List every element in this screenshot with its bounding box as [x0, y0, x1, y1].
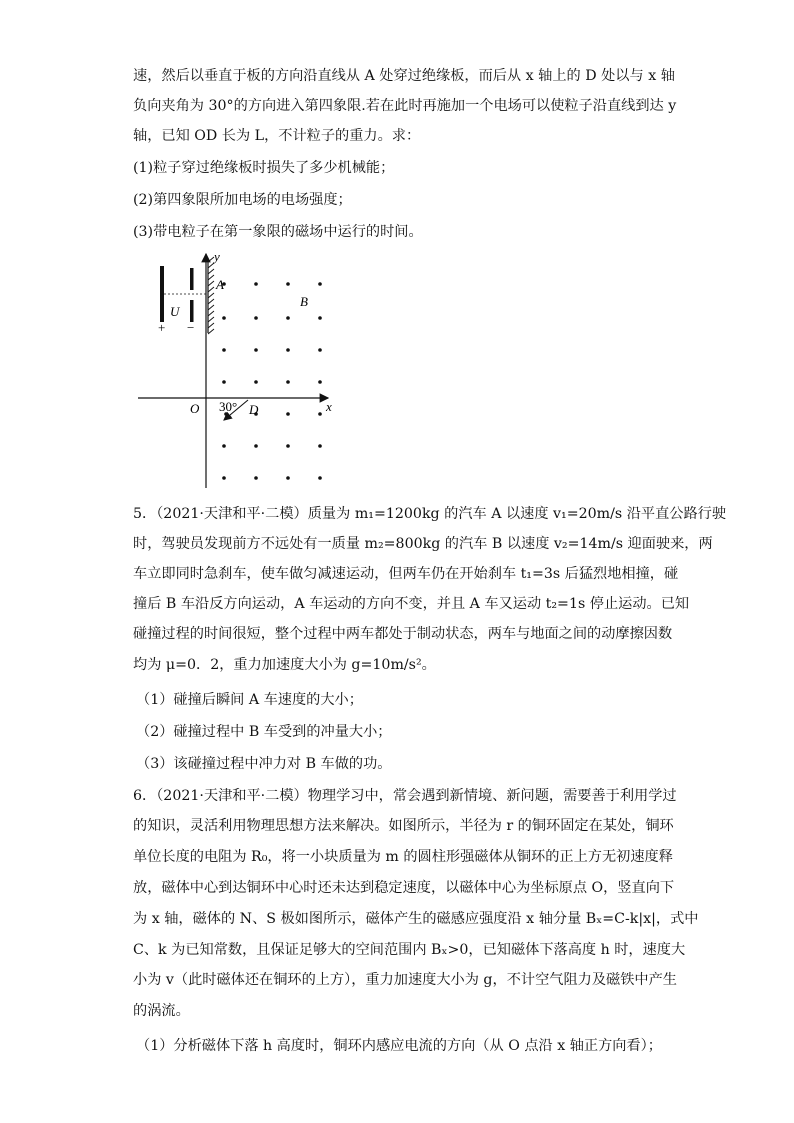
p6-line-8: 的涡流。 — [133, 1003, 190, 1019]
p4-question-3: (3)带电粒子在第一象限的磁场中运行的时间。 — [133, 224, 423, 240]
plate-positive — [160, 266, 164, 322]
p6-line-1: 6．（2021·天津和平·二模）物理学习中，常会遇到新情境、新问题，需要善于利用学过 — [133, 788, 677, 804]
label-b: B — [300, 294, 308, 309]
label-d: D — [249, 402, 259, 417]
label-angle: 30° — [219, 399, 238, 414]
field-dots — [222, 282, 322, 480]
p5-question-3: （3）该碰撞过程中冲力对 B 车做的功。 — [136, 756, 392, 772]
p6-line-3: 单位长度的电阻为 R₀，将一小块质量为 m 的圆柱形强磁体从铜环的正上方无初速度释 — [133, 849, 673, 865]
p5-line-6: 均为 μ=0．2，重力加速度大小为 g=10m/s²。 — [133, 657, 436, 673]
p6-line-5: 为 x 轴，磁体的 N、S 极如图所示，磁体产生的磁感应强度沿 x 轴分量 Bₓ=C-k|x|，式中 — [133, 911, 699, 927]
p5-line-5: 碰撞过程的时间很短，整个过程中两车都处于制动状态，两车与地面之间的动摩擦因数 — [133, 626, 673, 642]
label-plus: + — [158, 320, 166, 335]
p6-line-7: 小为 v（此时磁体还在铜环的上方），重力加速度大小为 g，不计空气阻力及磁铁中产生 — [133, 972, 677, 988]
p6-question-1: （1）分析磁体下落 h 高度时，铜环内感应电流的方向（从 O 点沿 x 轴正方向看）； — [136, 1038, 662, 1054]
magnetic-field-figure — [136, 248, 346, 493]
label-x: x — [326, 399, 332, 414]
insulating-board — [208, 257, 214, 334]
label-origin: O — [190, 401, 200, 416]
label-minus: − — [187, 320, 195, 335]
p5-question-1: （1）碰撞后瞬间 A 车速度的大小； — [136, 692, 363, 708]
p5-question-2: （2）碰撞过程中 B 车受到的冲量大小； — [136, 724, 392, 740]
label-u: U — [170, 304, 180, 319]
p6-line-4: 放，磁体中心到达铜环中心时还未达到稳定速度，以磁体中心为坐标原点 O，竖直向下 — [133, 880, 675, 896]
p5-line-1: 5．（2021·天津和平·二模）质量为 m₁=1200kg 的汽车 A 以速度 v₁=20m/s 沿平直公路行驶 — [133, 506, 727, 522]
p4-question-2: (2)第四象限所加电场的电场强度； — [133, 192, 352, 208]
label-a: A — [216, 277, 224, 292]
label-y: y — [214, 249, 220, 264]
p6-line-6: C、k 为已知常数，且保证足够大的空间范围内 Bₓ>0，已知磁体下落高度 h 时，速度大 — [133, 942, 686, 958]
p4-line-2: 负向夹角为 30°的方向进入第四象限.若在此时再施加一个电场可以使粒子沿直线到达 y — [133, 98, 677, 114]
p4-question-1: (1)粒子穿过绝缘板时损失了多少机械能； — [133, 160, 395, 176]
plate-negative-lower — [190, 300, 194, 322]
plate-negative-upper — [190, 268, 194, 290]
p5-line-3: 车立即同时急刹车，使车做匀减速运动，但两车仍在开始刹车 t₁=3s 后猛烈地相撞，碰 — [133, 566, 679, 582]
p6-line-2: 的知识，灵活利用物理思想方法来解决。如图所示，半径为 r 的铜环固定在某处，铜环 — [133, 818, 674, 834]
p4-line-3: 轴，已知 OD 长为 L，不计粒子的重力。求： — [133, 128, 421, 144]
figure-svg — [136, 248, 346, 493]
p5-line-4: 撞后 B 车沿反方向运动，A 车运动的方向不变，并且 A 车又运动 t₂=1s 停止运动。已知 — [133, 596, 690, 612]
p4-line-1: 速，然后以垂直于板的方向沿直线从 A 处穿过绝缘板，而后从 x 轴上的 D 处以与 x 轴 — [133, 68, 675, 84]
p5-line-2: 时，驾驶员发现前方不远处有一质量 m₂=800kg 的汽车 B 以速度 v₂=14m/s 迎面驶来，两 — [133, 536, 713, 552]
